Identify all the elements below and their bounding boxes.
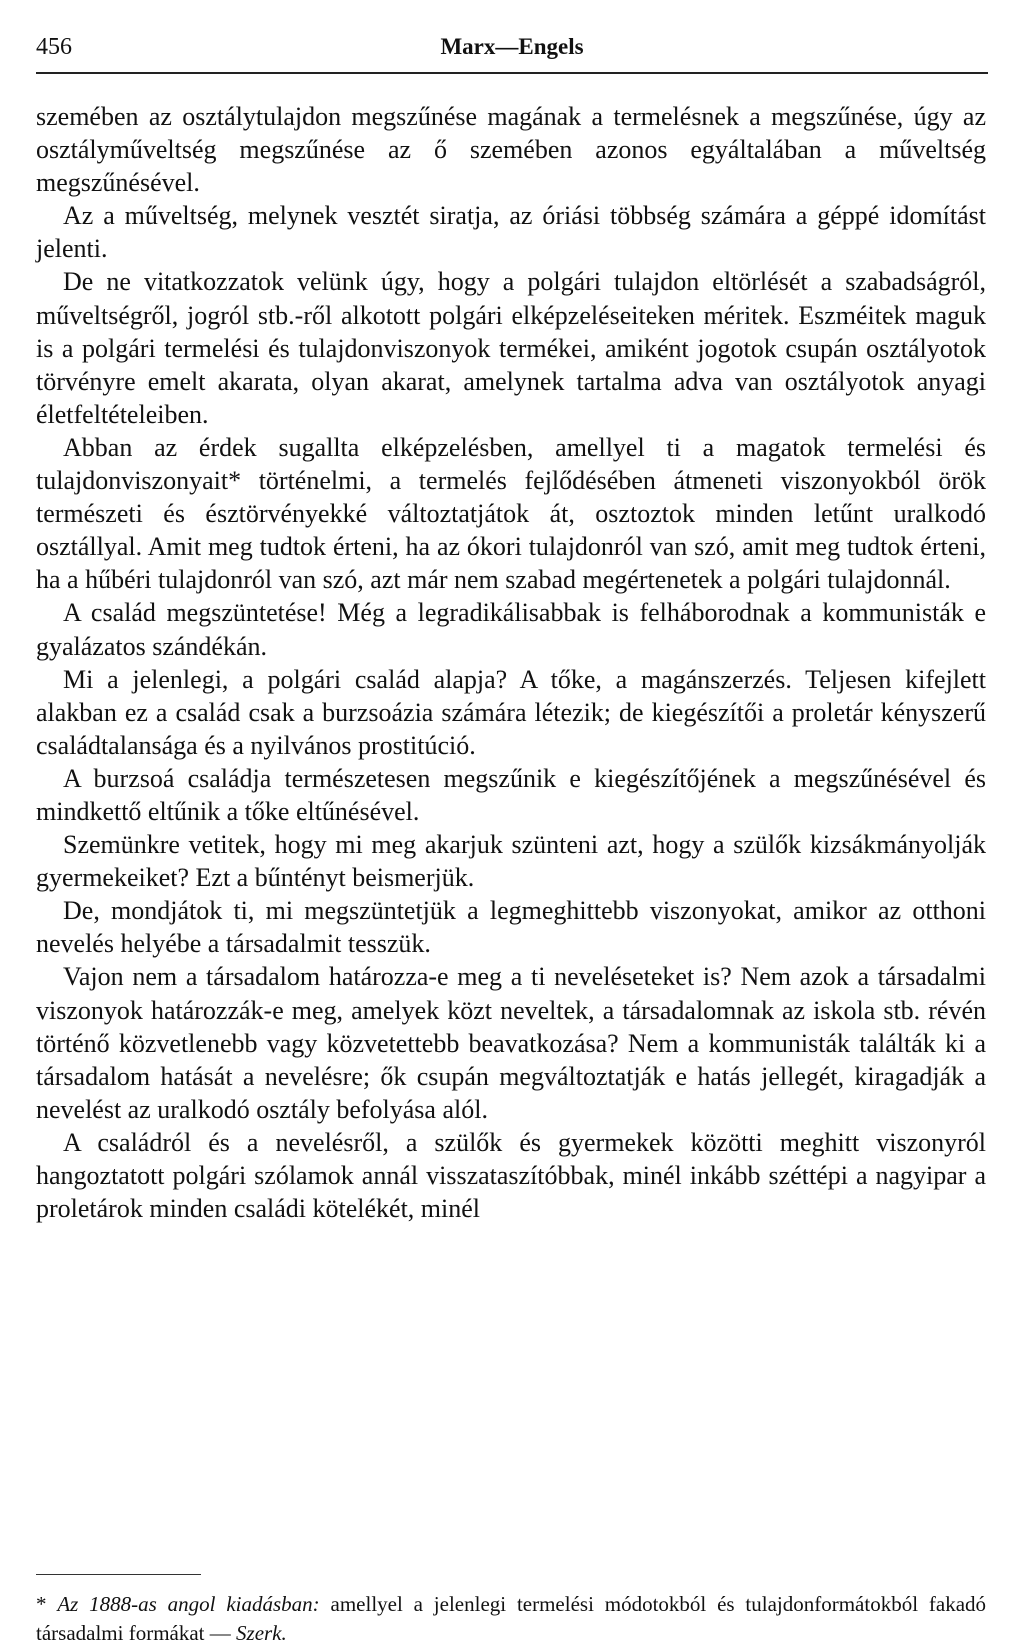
paragraph: A burzsoá családja természetesen megszűnik e kiegészítőjének a megszűnésével és mindkettő eltűnik a tőke eltűnésével. [36, 763, 986, 826]
paragraph: A családról és a nevelésről, a szülők és gyermekek közötti meghitt viszonyról hangoztatott polgári szólamok annál visszataszítóbbak, minél inkább széttépi a nagyipar a proletárok minden családi kötelékét, minél [36, 1127, 986, 1224]
footnote-sign: Szerk. [236, 1621, 287, 1645]
page-header [36, 34, 988, 66]
footnote-marker: * [36, 1592, 47, 1616]
page-number: 456 [36, 34, 72, 60]
footnote-rule [36, 1574, 201, 1575]
footnote-intro: Az 1888-as angol kiadásban: [57, 1592, 320, 1616]
body-text [36, 100, 986, 1225]
paragraph: Abban az érdek sugallta elképzelésben, amellyel ti a magatok termelési és tulajdonviszonyait* történelmi, a termelés fejlődésében átmeneti viszonyokból örök természeti és észtörvényekké változtatjátok át, osztoztok minden letűnt uralkodó osztállyal. Amit meg tudtok érteni, ha az ókori tulajdonról van szó, amit meg tudtok érteni, ha a hűbéri tulajdonról van szó, azt már nem szabad megértenetek a polgári tulajdonnál. [36, 432, 986, 595]
paragraph: A család megszüntetése! Még a legradikálisabbak is felháborodnak a kommunisták e gyalázatos szándékán. [36, 598, 986, 661]
paragraph: szemében az osztálytulajdon megszűnése magának a termelésnek a megszűnése, úgy az osztályműveltség megszűnése az ő szemében azonos egyáltalában a műveltség megszűnésével. [36, 102, 986, 198]
header-rule [36, 72, 988, 74]
footnote-text: amellyel a jelenlegi termelési módotokból és tulajdonformátokból fakadó társadalmi formákat — [36, 1592, 987, 1645]
paragraph: De ne vitatkozzatok velünk úgy, hogy a polgári tulajdon eltörlését a szabadságról, műveltségről, jogról stb.-ről alkotott polgári elképzeléseiteken méritek. Eszméitek maguk is a polgári termelési és tulajdonviszonyok termékei, amiként jogotok csupán osztályotok törvényre emelt akarata, olyan akarat, amelynek tartalma adva van osztályotok anyagi életfeltételeiben. [36, 267, 986, 429]
paragraph: Mi a jelenlegi, a polgári család alapja? A tőke, a magánszerzés. Teljesen kifejlett alakban ez a család csak a burzsoázia számára létezik; de kiegészítői a proletár kényszerű családtalansága és a nyilvános prostitúció. [36, 664, 986, 760]
paragraph: Vajon nem a társadalom határozza-e meg a ti neveléseteket is? Nem azok a társadalmi viszonyok határozzák-e meg, amelyek közt neveltek, a társadalomnak az iskola stb. révén történő közvetlenebb vagy közvetettebb beavatkozása? Nem a kommunisták találták ki a társadalom hatását a nevelésre; ők csupán megváltoztatják e hatás jellegét, kiragadják a nevelést az uralkodó osztály befolyása alól. [36, 962, 986, 1124]
running-head: Marx—Engels [440, 34, 584, 59]
footnote [36, 1590, 986, 1648]
paragraph: Az a műveltség, melynek vesztét siratja, az óriási többség számára a géppé idomítást jelenti. [36, 201, 986, 264]
paragraph: De, mondjátok ti, mi megszüntetjük a legmeghittebb viszonyokat, amikor az otthoni nevelés helyébe a társadalmit tesszük. [36, 896, 986, 959]
paragraph: Szemünkre vetitek, hogy mi meg akarjuk szünteni azt, hogy a szülők kizsákmányolják gyermekeiket? Ezt a bűntényt beismerjük. [36, 830, 986, 893]
